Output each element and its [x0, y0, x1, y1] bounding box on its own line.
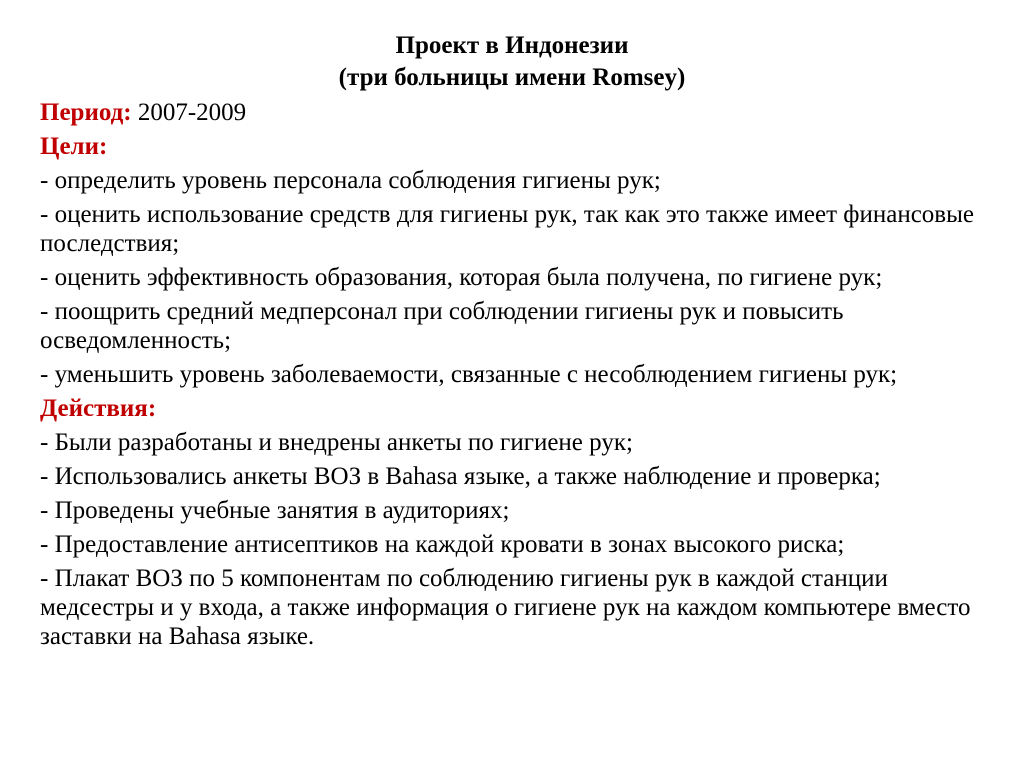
slide-body [40, 98, 990, 656]
goal-item: - определить уровень персонала соблюдения гигиены рук; [40, 167, 661, 194]
slide-title [0, 30, 1024, 94]
goals-heading [40, 132, 990, 161]
goal-item: - поощрить средний медперсонал при соблюдении гигиены рук и повысить осведомленность; [40, 298, 844, 354]
period-value: 2007-2009 [131, 99, 247, 126]
period-label: Период: [40, 99, 132, 126]
goal-item: - оценить использование средств для гигиены рук, так как это также имеет финансовые последствия; [40, 201, 975, 257]
title-line-1: Проект в Индонезии [395, 32, 629, 59]
actions-heading [40, 394, 990, 423]
action-item: - Плакат ВОЗ по 5 компонентам по соблюдению гигиены рук в каждой станции медсестры и у входа, а также информация о гигиене рук на каждом компьютере вместо заставки на Bahasa языке. [40, 565, 971, 650]
action-item: - Проведены учебные занятия в аудиториях; [40, 497, 510, 524]
goals-label: Цели: [40, 133, 108, 160]
action-item: - Предоставление антисептиков на каждой кровати в зонах высокого риска; [40, 531, 845, 558]
goal-item: - оценить эффективность образования, которая была получена, по гигиене рук; [40, 264, 883, 291]
action-item: - Были разработаны и внедрены анкеты по гигиене рук; [40, 429, 633, 456]
action-item: - Использовались анкеты ВОЗ в Bahasa языке, а также наблюдение и проверка; [40, 463, 881, 490]
period-line [40, 98, 990, 127]
actions-label: Действия: [40, 395, 157, 422]
goal-item: - уменьшить уровень заболеваемости, связанные с несоблюдением гигиены рук; [40, 361, 898, 388]
title-line-2: (три больницы имени Romsey) [338, 64, 686, 91]
